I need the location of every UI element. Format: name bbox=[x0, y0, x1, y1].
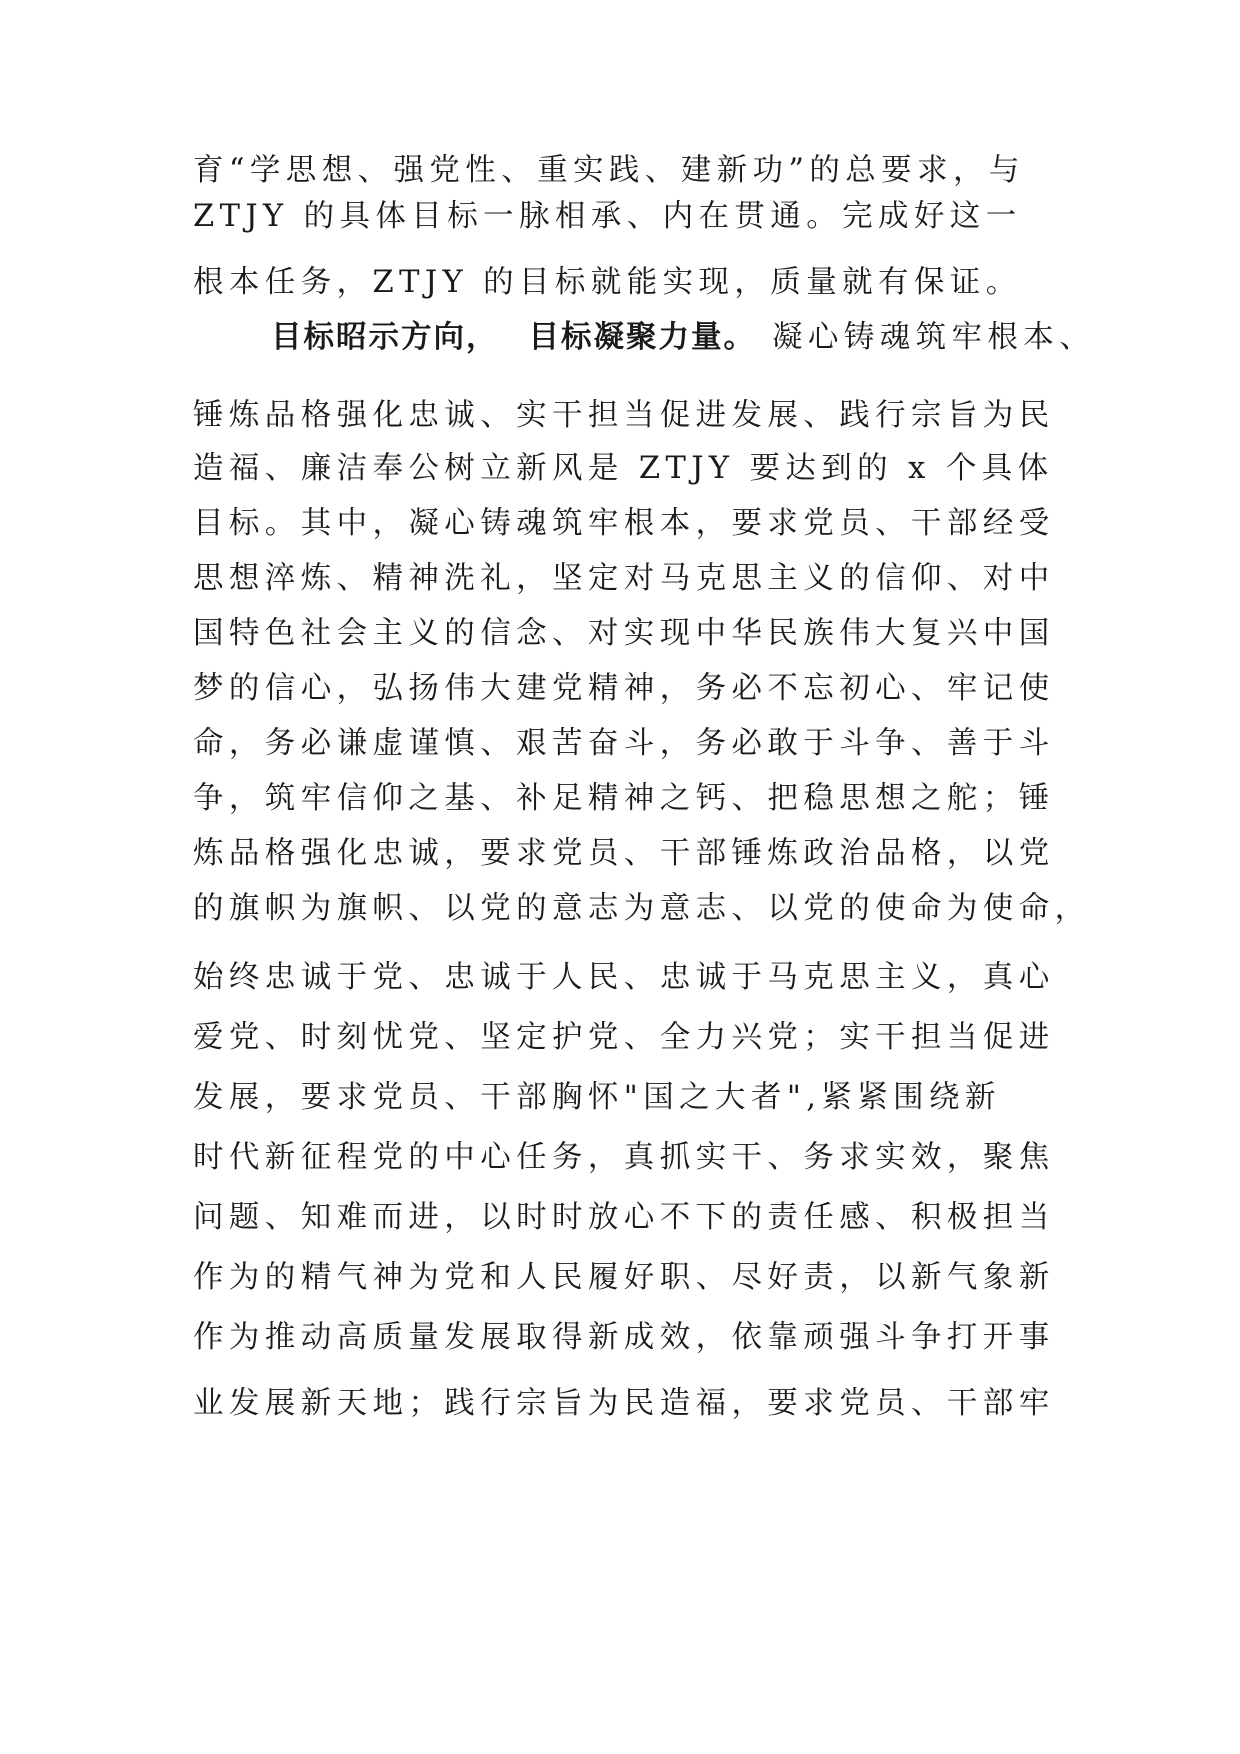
text-line: 争，筑牢信仰之基、补足精神之钙、把稳思想之舵；锤 bbox=[193, 781, 1055, 816]
text-line: 目标。其中，凝心铸魂筑牢根本，要求党员、干部经受 bbox=[193, 506, 1055, 541]
text-line: 作为推动高质量发展取得新成效，依靠顽强斗争打开事 bbox=[193, 1320, 1055, 1355]
text-line: 根本任务，ZTJY 的目标就能实现，质量就有保证。 bbox=[193, 265, 1022, 300]
text-line: 爱党、时刻忧党、坚定护党、全力兴党；实干担当促进 bbox=[193, 1020, 1055, 1055]
text-line: 梦的信心，弘扬伟大建党精神，务必不忘初心、牢记使 bbox=[193, 671, 1055, 706]
text-line: 发展，要求党员、干部胸怀"国之大者",紧紧围绕新 bbox=[193, 1080, 1001, 1115]
text-line: 命，务必谦虚谨慎、艰苦奋斗，务必敢于斗争、善于斗 bbox=[193, 726, 1055, 761]
heading-normal-text: 凝心铸魂筑牢根本、 bbox=[772, 320, 1096, 355]
text-line: 炼品格强化忠诚，要求党员、干部锤炼政治品格，以党 bbox=[193, 836, 1055, 871]
text-line: 问题、知难而进，以时时放心不下的责任感、积极担当 bbox=[193, 1200, 1055, 1235]
text-line: 始终忠诚于党、忠诚于人民、忠诚于马克思主义，真心 bbox=[193, 960, 1055, 995]
text-line: 作为的精气神为党和人民履好职、尽好责，以新气象新 bbox=[193, 1260, 1055, 1295]
text-line: 国特色社会主义的信念、对实现中华民族伟大复兴中国 bbox=[193, 616, 1055, 651]
text-line: 锤炼品格强化忠诚、实干担当促进发展、践行宗旨为民 bbox=[193, 398, 1055, 433]
text-line: 的旗帜为旗帜、以党的意志为意志、以党的使命为使命， bbox=[193, 891, 1091, 926]
text-line: 业发展新天地；践行宗旨为民造福，要求党员、干部牢 bbox=[193, 1386, 1055, 1421]
text-line: ZTJY 的具体目标一脉相承、内在贯通。完成好这一 bbox=[193, 199, 1022, 234]
text-line: 时代新征程党的中心任务，真抓实干、务求实效，聚焦 bbox=[193, 1140, 1055, 1175]
text-line: 育“学思想、强党性、重实践、建新功”的总要求，与 bbox=[193, 153, 1025, 188]
heading-bold-phrase: 目标昭示方向， bbox=[271, 320, 499, 355]
text-line: 思想淬炼、精神洗礼，坚定对马克思主义的信仰、对中 bbox=[193, 561, 1055, 596]
heading-bold-phrase: 目标凝聚力量。 bbox=[528, 320, 756, 355]
heading-line bbox=[271, 318, 1095, 358]
text-line: 造福、廉洁奉公树立新风是 ZTJY 要达到的 x 个具体 bbox=[193, 451, 1054, 486]
